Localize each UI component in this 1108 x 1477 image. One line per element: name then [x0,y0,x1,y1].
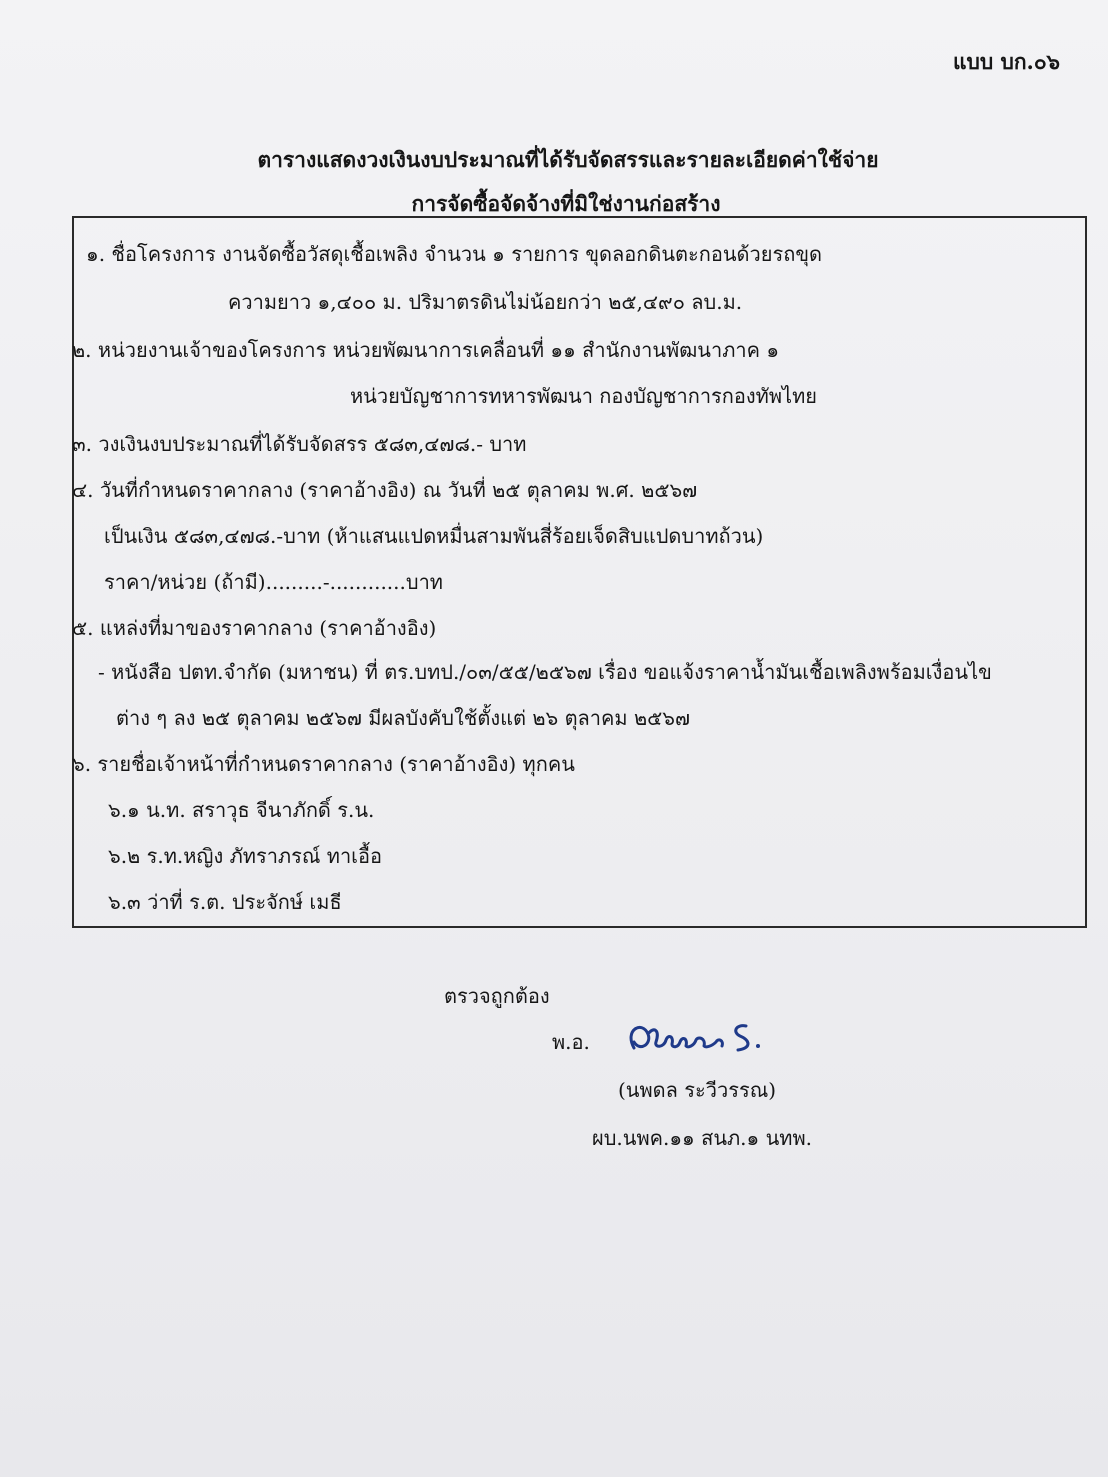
form-code: แบบ บก.๐๖ [952,49,1060,74]
item4-reference-date: ๔. วันที่กำหนดราคากลาง (ราคาอ้างอิง) ณ วันที่ ๒๕ ตุลาคม พ.ศ. ๒๕๖๗ [72,478,698,502]
item5-price-source: ๕. แหล่งที่มาของราคากลาง (ราคาอ้างอิง) [72,616,437,640]
officer-1: ๖.๑ น.ท. สราวุธ จีนาภักดิ์ ร.น. [108,798,375,822]
item5-source-letter-line2: ต่าง ๆ ลง ๒๕ ตุลาคม ๒๕๖๗ มีผลบังคับใช้ตั้งแต่ ๒๖ ตุลาคม ๒๕๖๗ [116,706,691,730]
officer-2: ๖.๒ ร.ท.หญิง ภัทราภรณ์ ทาเอื้อ [108,844,383,868]
signer-position: ผบ.นพค.๑๑ สนภ.๑ นทพ. [592,1126,812,1150]
officer-3: ๖.๓ ว่าที่ ร.ต. ประจักษ์ เมธี [108,890,342,914]
signer-rank: พ.อ. [552,1030,590,1054]
item3-budget: ๓. วงเงินงบประมาณที่ได้รับจัดสรร ๕๘๓,๔๗๘.- บาท [72,432,527,456]
item1-project-name: ๑. ชื่อโครงการ งานจัดซื้อวัสดุเชื้อเพลิง จำนวน ๑ รายการ ขุดลอกดินตะกอนด้วยรถขุด [86,242,823,266]
signer-name: (นพดล ระวีวรรณ) [618,1078,777,1102]
item1-project-detail: ความยาว ๑,๔๐๐ ม. ปริมาตรดินไม่น้อยกว่า ๒๕,๔๙๐ ลบ.ม. [228,290,743,314]
document-title: ตารางแสดงวงเงินงบประมาณที่ได้รับจัดสรรและรายละเอียดค่าใช้จ่าย [257,147,879,172]
item4-unit-price: ราคา/หน่วย (ถ้ามี).........-............บาท [104,570,443,594]
item2-owner-unit-line2: หน่วยบัญชาการทหารพัฒนา กองบัญชาการกองทัพไทย [350,384,818,408]
item5-source-letter: - หนังสือ ปตท.จำกัด (มหาชน) ที่ ตร.บทป./๐๓/๕๕/๒๕๖๗ เรื่อง ขอแจ้งราคาน้ำมันเชื้อเพลิงพร้อมเงื่อนไข [98,660,992,684]
item4-amount: เป็นเงิน ๕๘๓,๔๗๘.-บาท (ห้าแสนแปดหมื่นสามพันสี่ร้อยเจ็ดสิบแปดบาทถ้วน) [104,524,764,548]
document-subtitle: การจัดซื้อจัดจ้างที่มิใช่งานก่อสร้าง [411,191,721,216]
verified-label: ตรวจถูกต้อง [444,984,550,1008]
item2-owner-unit: ๒. หน่วยงานเจ้าของโครงการ หน่วยพัฒนาการเคลื่อนที่ ๑๑ สำนักงานพัฒนาภาค ๑ [72,338,780,362]
signature-mark [620,1008,780,1064]
item6-officers: ๖. รายชื่อเจ้าหน้าที่กำหนดราคากลาง (ราคาอ้างอิง) ทุกคน [72,752,575,776]
